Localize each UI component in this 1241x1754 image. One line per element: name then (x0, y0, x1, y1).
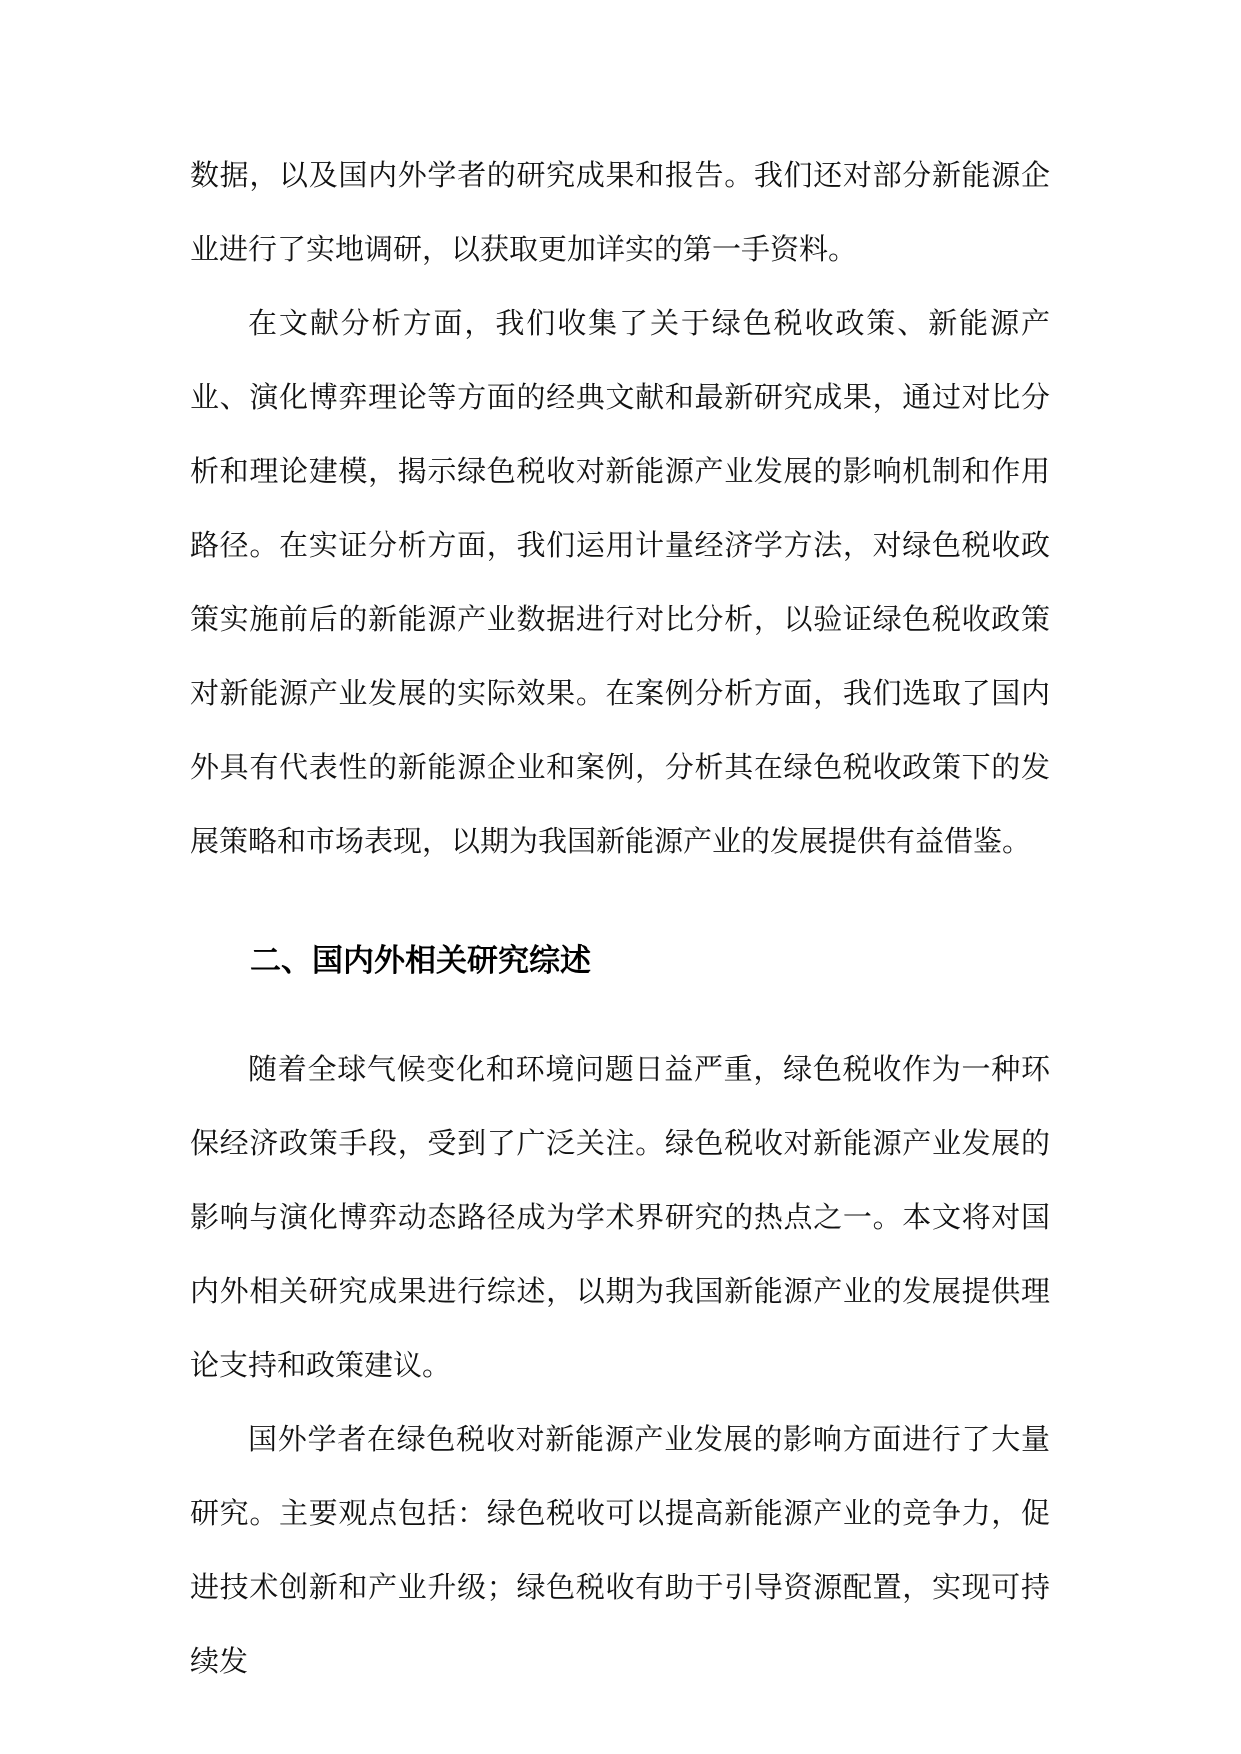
document-body (190, 138, 1050, 1698)
section-heading: 二、国内外相关研究综述 (250, 943, 591, 979)
paragraph-review-intro: 随着全球气候变化和环境问题日益严重，绿色税收作为一种环保经济政策手段，受到了广泛关注。绿色税收对新能源产业发展的影响与演化博弈动态路径成为学术界研究的热点之一。本文将对国内外相关研究成果进行综述，以期为我国新能源产业的发展提供理论支持和政策建议。 (190, 1052, 1050, 1382)
paragraph-continuation: 数据，以及国内外学者的研究成果和报告。我们还对部分新能源企业进行了实地调研，以获取更加详实的第一手资料。 (190, 158, 1050, 266)
paragraph-foreign-research: 国外学者在绿色税收对新能源产业发展的影响方面进行了大量研究。主要观点包括：绿色税收可以提高新能源产业的竞争力，促进技术创新和产业升级；绿色税收有助于引导资源配置，实现可持续发 (190, 1422, 1050, 1678)
paragraph-methods: 在文献分析方面，我们收集了关于绿色税收政策、新能源产业、演化博弈理论等方面的经典文献和最新研究成果，通过对比分析和理论建模，揭示绿色税收对新能源产业发展的影响机制和作用路径。在实证分析方面，我们运用计量经济学方法，对绿色税收政策实施前后的新能源产业数据进行对比分析，以验证绿色税收政策对新能源产业发展的实际效果。在案例分析方面，我们选取了国内外具有代表性的新能源企业和案例，分析其在绿色税收政策下的发展策略和市场表现，以期为我国新能源产业的发展提供有益借鉴。 (190, 306, 1050, 858)
